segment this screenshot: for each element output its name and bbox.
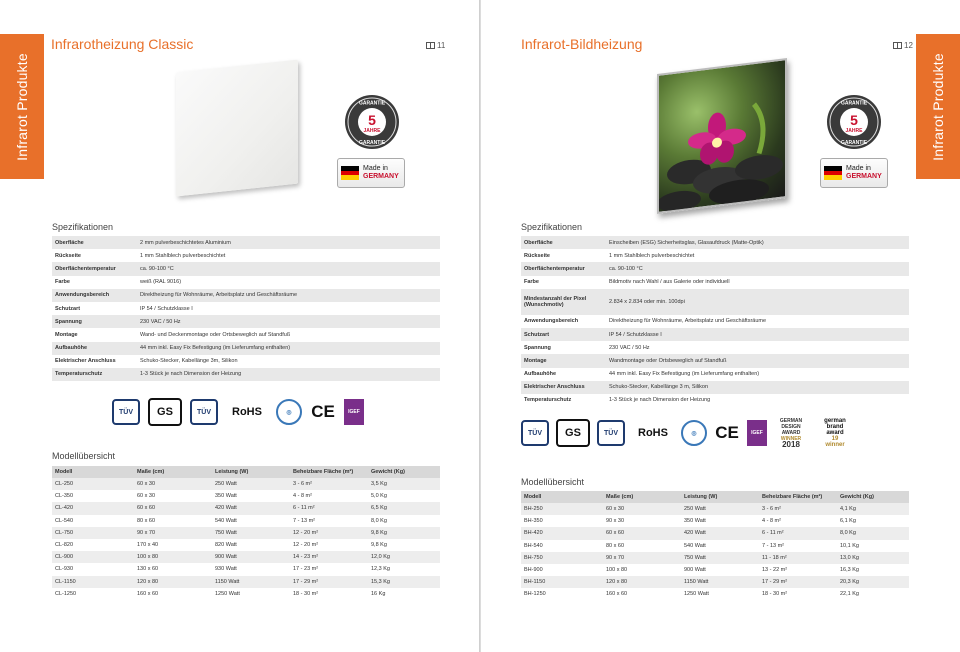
quality-seal-icon: ◎ bbox=[276, 399, 302, 425]
book-icon bbox=[893, 42, 902, 49]
spec-heading: Spezifikationen bbox=[52, 222, 114, 232]
spec-value: weiß (RAL 9016) bbox=[137, 276, 440, 289]
model-cell: 10,1 Kg bbox=[837, 540, 909, 552]
tuv-logo: TÜV bbox=[521, 420, 549, 446]
spec-row bbox=[521, 381, 909, 394]
spec-row bbox=[52, 315, 440, 328]
spec-value: Einscheiben (ESG) Sicherheitsglas, Glasaufdruck (Matte-Optik) bbox=[606, 236, 909, 249]
model-cell: 170 x 40 bbox=[134, 539, 212, 551]
model-cell: BH-1250 bbox=[521, 588, 603, 600]
spec-label: Farbe bbox=[521, 276, 606, 289]
spec-row bbox=[52, 262, 440, 275]
spec-row bbox=[52, 276, 440, 289]
table-row bbox=[52, 551, 440, 563]
model-cell: 6,1 Kg bbox=[837, 515, 909, 527]
model-header-cell: Gewicht (Kg) bbox=[368, 466, 440, 478]
model-cell: 540 Watt bbox=[212, 515, 290, 527]
model-cell: BH-250 bbox=[521, 503, 603, 515]
model-cell: 14 - 23 m² bbox=[290, 551, 368, 563]
brand-year: 19 bbox=[831, 436, 839, 442]
spec-label: Oberflächentemperatur bbox=[521, 262, 606, 275]
model-header-cell: Modell bbox=[52, 466, 134, 478]
model-cell: 11 - 18 m² bbox=[759, 552, 837, 564]
page-number bbox=[426, 41, 445, 50]
badge-bottom: GARANTIE bbox=[358, 140, 386, 146]
model-cell: 60 x 60 bbox=[134, 502, 212, 514]
spec-row bbox=[521, 249, 909, 262]
page-number bbox=[893, 41, 913, 50]
spec-label: Anwendungsbereich bbox=[521, 315, 606, 328]
model-cell: 4 - 8 m² bbox=[290, 490, 368, 502]
spec-table bbox=[52, 236, 440, 381]
germany-text: GERMANY bbox=[363, 173, 399, 180]
book-icon bbox=[426, 42, 435, 49]
cert-logos bbox=[521, 415, 855, 451]
germany-text: GERMANY bbox=[846, 173, 882, 180]
spec-row bbox=[521, 289, 909, 315]
brand-line1: german bbox=[824, 418, 846, 424]
model-cell: 18 - 30 m² bbox=[290, 588, 368, 600]
model-cell: 60 x 30 bbox=[603, 503, 681, 515]
model-cell: 120 x 80 bbox=[134, 576, 212, 588]
table-row bbox=[521, 576, 909, 588]
spec-value: 1-3 Stück je nach Dimension der Heizung bbox=[606, 394, 909, 407]
model-cell: CL-750 bbox=[52, 527, 134, 539]
table-row bbox=[52, 490, 440, 502]
spec-row bbox=[52, 342, 440, 355]
side-tab bbox=[0, 34, 44, 179]
model-cell: 900 Watt bbox=[212, 551, 290, 563]
model-header-cell: Leistung (W) bbox=[681, 491, 759, 503]
table-row bbox=[52, 478, 440, 490]
orchid-picture bbox=[659, 60, 787, 214]
model-cell: 4,1 Kg bbox=[837, 503, 909, 515]
model-cell: 750 Watt bbox=[212, 527, 290, 539]
german-flag-icon bbox=[341, 166, 359, 180]
model-cell: 17 - 29 m² bbox=[759, 576, 837, 588]
spec-value: 2.834 x 2.834 oder min. 100dpi bbox=[606, 289, 909, 315]
page-number-value: 11 bbox=[437, 41, 446, 50]
model-cell: 350 Watt bbox=[212, 490, 290, 502]
model-cell: CL-540 bbox=[52, 515, 134, 527]
spec-value: Wand- und Deckenmontage oder Ortsbeweglich auf Standfuß bbox=[137, 328, 440, 341]
spec-label: Montage bbox=[521, 354, 606, 367]
table-row bbox=[521, 503, 909, 515]
spec-label: Anwendungsbereich bbox=[52, 289, 137, 302]
spec-label: Elektrischer Anschluss bbox=[52, 355, 137, 368]
model-cell: 250 Watt bbox=[212, 478, 290, 490]
spec-label: Oberfläche bbox=[52, 236, 137, 249]
spec-table bbox=[521, 236, 909, 407]
german-design-award-logo bbox=[774, 415, 808, 451]
spec-label: Rückseite bbox=[521, 249, 606, 262]
model-cell: 7 - 13 m² bbox=[759, 540, 837, 552]
spec-row bbox=[521, 328, 909, 341]
table-row bbox=[52, 527, 440, 539]
model-cell: 9,8 Kg bbox=[368, 539, 440, 551]
table-row bbox=[521, 540, 909, 552]
spec-row bbox=[521, 368, 909, 381]
model-cell: 90 x 70 bbox=[134, 527, 212, 539]
model-table bbox=[521, 491, 909, 601]
model-cell: 6 - 11 m² bbox=[290, 502, 368, 514]
spec-label: Temperaturschutz bbox=[52, 368, 137, 381]
model-cell: 12,3 Kg bbox=[368, 563, 440, 575]
page-title: Infrarot-Bildheizung bbox=[521, 36, 643, 52]
model-cell: 60 x 60 bbox=[603, 527, 681, 539]
model-header-cell: Gewicht (Kg) bbox=[837, 491, 909, 503]
model-cell: 22,1 Kg bbox=[837, 588, 909, 600]
model-cell: 1150 Watt bbox=[681, 576, 759, 588]
table-row bbox=[521, 552, 909, 564]
model-cell: 13,0 Kg bbox=[837, 552, 909, 564]
spec-label: Farbe bbox=[52, 276, 137, 289]
model-cell: CL-350 bbox=[52, 490, 134, 502]
spec-value: Bildmotiv nach Wahl / aus Galerie oder individuell bbox=[606, 276, 909, 289]
model-cell: 900 Watt bbox=[681, 564, 759, 576]
german-flag-icon bbox=[824, 166, 842, 180]
spec-value: 2 mm pulverbeschichtetes Aluminium bbox=[137, 236, 440, 249]
warranty-badge bbox=[344, 94, 400, 150]
badge-top: GARANTIE bbox=[840, 100, 868, 107]
rohs-logo: RoHS bbox=[232, 406, 262, 418]
brand-line3: award bbox=[826, 430, 844, 436]
table-row bbox=[521, 515, 909, 527]
model-cell: 17 - 29 m² bbox=[290, 576, 368, 588]
model-header-cell: Maße (cm) bbox=[134, 466, 212, 478]
gs-logo: GS bbox=[556, 419, 590, 447]
spec-value: Direktheizung für Wohnräume, Arbeitsplatz und Geschäftsräume bbox=[137, 289, 440, 302]
spec-row bbox=[521, 276, 909, 289]
model-cell: 3 - 6 m² bbox=[290, 478, 368, 490]
table-row bbox=[52, 563, 440, 575]
award-line4: WINNER bbox=[780, 436, 802, 442]
model-cell: 80 x 60 bbox=[603, 540, 681, 552]
product-image-white-heater bbox=[176, 60, 298, 197]
spec-label: Oberfläche bbox=[521, 236, 606, 249]
model-cell: 16 Kg bbox=[368, 588, 440, 600]
spec-label: Rückseite bbox=[52, 249, 137, 262]
model-cell: 540 Watt bbox=[681, 540, 759, 552]
model-header-row bbox=[52, 466, 440, 478]
model-cell: CL-820 bbox=[52, 539, 134, 551]
model-cell: 6,5 Kg bbox=[368, 502, 440, 514]
spec-value: ca. 90-100 °C bbox=[606, 262, 909, 275]
model-header-cell: Leistung (W) bbox=[212, 466, 290, 478]
spec-value: 230 VAC / 50 Hz bbox=[137, 315, 440, 328]
spec-row bbox=[521, 354, 909, 367]
model-cell: 6 - 11 m² bbox=[759, 527, 837, 539]
spec-label: Aufbauhöhe bbox=[521, 368, 606, 381]
model-cell: BH-750 bbox=[521, 552, 603, 564]
model-cell: 60 x 30 bbox=[134, 478, 212, 490]
side-tab bbox=[916, 34, 960, 179]
award-line2: DESIGN bbox=[781, 424, 801, 430]
spec-value: 44 mm inkl. Easy Fix Befestigung (im Lieferumfang enthalten) bbox=[606, 368, 909, 381]
page-right bbox=[481, 0, 960, 652]
badge-number: 5 bbox=[850, 112, 858, 128]
product-image-orchid-heater bbox=[657, 58, 787, 214]
model-cell: 16,3 Kg bbox=[837, 564, 909, 576]
model-cell: 100 x 80 bbox=[603, 564, 681, 576]
spec-row bbox=[521, 394, 909, 407]
model-header-cell: Maße (cm) bbox=[603, 491, 681, 503]
model-cell: 17 - 23 m² bbox=[290, 563, 368, 575]
brand-line4: winner bbox=[825, 442, 845, 448]
model-cell: BH-420 bbox=[521, 527, 603, 539]
badge-unit: JAHRE bbox=[845, 128, 863, 134]
rohs-logo: RoHS bbox=[638, 427, 668, 439]
table-row bbox=[52, 502, 440, 514]
badge-bottom: GARANTIE bbox=[840, 140, 868, 146]
model-cell: 160 x 60 bbox=[603, 588, 681, 600]
badge-top: GARANTIE bbox=[358, 100, 386, 107]
model-header-row bbox=[521, 491, 909, 503]
model-cell: 1250 Watt bbox=[681, 588, 759, 600]
page-title: Infrarotheizung Classic bbox=[51, 36, 194, 52]
model-cell: BH-350 bbox=[521, 515, 603, 527]
spec-label: Aufbauhöhe bbox=[52, 342, 137, 355]
spec-value: Schuko-Stecker, Kabellänge 3 m, Silikon bbox=[606, 381, 909, 394]
badge-number: 5 bbox=[368, 112, 376, 128]
table-row bbox=[52, 576, 440, 588]
spec-row bbox=[521, 315, 909, 328]
model-cell: 12 - 20 m² bbox=[290, 539, 368, 551]
spec-label: Spannung bbox=[521, 341, 606, 354]
model-cell: 7 - 13 m² bbox=[290, 515, 368, 527]
model-cell: 160 x 60 bbox=[134, 588, 212, 600]
spec-row bbox=[521, 341, 909, 354]
table-row bbox=[52, 515, 440, 527]
table-row bbox=[521, 588, 909, 600]
ce-logo: CE bbox=[715, 423, 739, 442]
spec-row bbox=[52, 368, 440, 381]
table-row bbox=[521, 527, 909, 539]
model-cell: 3,5 Kg bbox=[368, 478, 440, 490]
spec-label: Montage bbox=[52, 328, 137, 341]
model-cell: 350 Watt bbox=[681, 515, 759, 527]
model-cell: 9,8 Kg bbox=[368, 527, 440, 539]
model-cell: 4 - 8 m² bbox=[759, 515, 837, 527]
model-cell: 18 - 30 m² bbox=[759, 588, 837, 600]
spec-value: IP 54 / Schutzklasse I bbox=[137, 302, 440, 315]
spec-value: Wandmontage oder Ortsbeweglich auf Standfuß bbox=[606, 354, 909, 367]
igef-logo bbox=[344, 399, 364, 425]
spec-row bbox=[52, 355, 440, 368]
spec-row bbox=[52, 236, 440, 249]
spec-label: Spannung bbox=[52, 315, 137, 328]
igef-text: IGEF bbox=[751, 430, 763, 436]
spec-value: ca. 90-100 °C bbox=[137, 262, 440, 275]
ce-logo: CE bbox=[311, 402, 335, 421]
model-cell: 930 Watt bbox=[212, 563, 290, 575]
model-header-cell: Beheizbare Fläche (m²) bbox=[290, 466, 368, 478]
german-brand-award-logo bbox=[815, 418, 855, 448]
model-header-cell: Modell bbox=[521, 491, 603, 503]
spec-value: Direktheizung für Wohnräume, Arbeitsplatz und Geschäftsräume bbox=[606, 315, 909, 328]
made-in-text: Made in bbox=[363, 165, 388, 172]
model-table bbox=[52, 466, 440, 600]
model-cell: 820 Watt bbox=[212, 539, 290, 551]
model-cell: 80 x 60 bbox=[134, 515, 212, 527]
model-cell: BH-900 bbox=[521, 564, 603, 576]
igef-text: IGEF bbox=[348, 409, 360, 415]
model-cell: 120 x 80 bbox=[603, 576, 681, 588]
model-header-cell: Beheizbare Fläche (m²) bbox=[759, 491, 837, 503]
model-cell: 15,3 Kg bbox=[368, 576, 440, 588]
model-cell: 3 - 6 m² bbox=[759, 503, 837, 515]
igef-logo bbox=[747, 420, 767, 446]
model-cell: 420 Watt bbox=[681, 527, 759, 539]
model-cell: BH-1150 bbox=[521, 576, 603, 588]
award-year: 2018 bbox=[782, 440, 800, 449]
spec-row bbox=[521, 262, 909, 275]
table-row bbox=[52, 539, 440, 551]
brand-line2: brand bbox=[826, 424, 844, 430]
model-cell: 5,0 Kg bbox=[368, 490, 440, 502]
spec-value: IP 54 / Schutzklasse I bbox=[606, 328, 909, 341]
spec-value: 44 mm inkl. Easy Fix Befestigung (im Lieferumfang enthalten) bbox=[137, 342, 440, 355]
model-cell: 100 x 80 bbox=[134, 551, 212, 563]
model-cell: 130 x 60 bbox=[134, 563, 212, 575]
spec-heading: Spezifikationen bbox=[521, 222, 583, 232]
tuv-logo: TÜV bbox=[112, 399, 140, 425]
spec-row bbox=[521, 236, 909, 249]
model-cell: 250 Watt bbox=[681, 503, 759, 515]
model-cell: CL-1150 bbox=[52, 576, 134, 588]
spec-label: Schutzart bbox=[521, 328, 606, 341]
model-cell: 90 x 30 bbox=[603, 515, 681, 527]
spec-row bbox=[52, 289, 440, 302]
side-tab-label: Infrarot Produkte bbox=[930, 52, 946, 161]
award-line3: AWARD bbox=[781, 430, 801, 436]
tuv-logo: TÜV bbox=[190, 399, 218, 425]
model-cell: 20,3 Kg bbox=[837, 576, 909, 588]
model-cell: CL-250 bbox=[52, 478, 134, 490]
model-cell: 13 - 22 m² bbox=[759, 564, 837, 576]
model-cell: 1250 Watt bbox=[212, 588, 290, 600]
model-cell: 90 x 70 bbox=[603, 552, 681, 564]
spec-label: Temperaturschutz bbox=[521, 394, 606, 407]
spec-value: 1-3 Stück je nach Dimension der Heizung bbox=[137, 368, 440, 381]
spec-value: Schuko-Stecker, Kabellänge 3m, Silikon bbox=[137, 355, 440, 368]
model-cell: CL-420 bbox=[52, 502, 134, 514]
award-line1: GERMAN bbox=[779, 418, 803, 424]
spec-value: 230 VAC / 50 Hz bbox=[606, 341, 909, 354]
made-in-germany-label bbox=[337, 158, 405, 188]
badge-unit: JAHRE bbox=[363, 128, 381, 134]
model-cell: CL-1250 bbox=[52, 588, 134, 600]
made-in-text: Made in bbox=[846, 165, 871, 172]
spec-label: Mindestanzahl der Pixel (Wunschmotiv) bbox=[521, 289, 606, 315]
spec-row bbox=[52, 302, 440, 315]
tuv-logo: TÜV bbox=[597, 420, 625, 446]
spec-value: 1 mm Stahlblech pulverbeschichtet bbox=[137, 249, 440, 262]
side-tab-label: Infrarot Produkte bbox=[14, 52, 30, 161]
model-cell: 12,0 Kg bbox=[368, 551, 440, 563]
warranty-badge bbox=[826, 94, 882, 150]
model-cell: 8,0 Kg bbox=[837, 527, 909, 539]
model-heading: Modellübersicht bbox=[521, 477, 585, 487]
spec-label: Schutzart bbox=[52, 302, 137, 315]
spec-row bbox=[52, 249, 440, 262]
model-cell: 750 Watt bbox=[681, 552, 759, 564]
made-in-germany-label bbox=[820, 158, 888, 188]
model-cell: CL-930 bbox=[52, 563, 134, 575]
table-row bbox=[521, 564, 909, 576]
model-cell: 60 x 30 bbox=[134, 490, 212, 502]
model-heading: Modellübersicht bbox=[52, 451, 116, 461]
gs-logo: GS bbox=[148, 398, 182, 426]
spec-label: Oberflächentemperatur bbox=[52, 262, 137, 275]
page-number-value: 12 bbox=[904, 41, 913, 50]
model-cell: 420 Watt bbox=[212, 502, 290, 514]
model-cell: BH-540 bbox=[521, 540, 603, 552]
model-cell: 12 - 20 m² bbox=[290, 527, 368, 539]
spec-value: 1 mm Stahlblech pulverbeschichtet bbox=[606, 249, 909, 262]
cert-logos bbox=[112, 398, 364, 426]
model-cell: 8,0 Kg bbox=[368, 515, 440, 527]
model-cell: CL-900 bbox=[52, 551, 134, 563]
spec-row bbox=[52, 328, 440, 341]
spec-label: Elektrischer Anschluss bbox=[521, 381, 606, 394]
quality-seal-icon: ◎ bbox=[681, 420, 707, 446]
model-cell: 1150 Watt bbox=[212, 576, 290, 588]
table-row bbox=[52, 588, 440, 600]
